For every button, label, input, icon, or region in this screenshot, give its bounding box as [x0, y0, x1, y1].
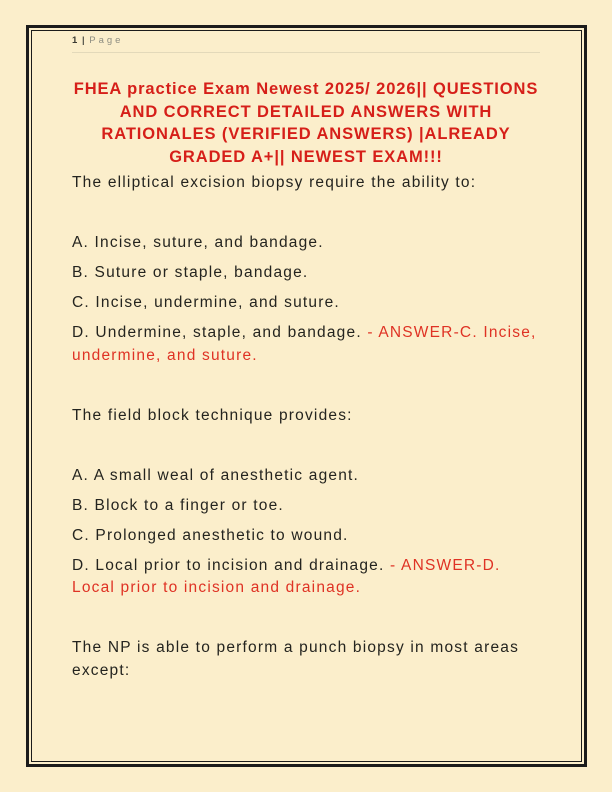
answer-option: B. Suture or staple, bandage.	[72, 264, 309, 281]
answer-option: A. Incise, suture, and bandage.	[72, 234, 324, 251]
document-title	[72, 78, 540, 168]
answer-option-text: D. Local prior to incision and drainage.	[72, 556, 391, 574]
page-number: 1	[72, 35, 78, 46]
correct-answer-text: - ANSWER-C. Incise, undermine, and suture.	[72, 324, 537, 364]
page-header	[72, 34, 540, 53]
blank-line	[72, 435, 540, 465]
page-border-inner	[31, 30, 582, 762]
page-header-label: Page	[89, 35, 124, 46]
blank-line	[72, 375, 540, 405]
answer-option	[72, 322, 540, 367]
answer-option: C. Incise, undermine, and suture.	[72, 294, 340, 311]
page-border	[26, 25, 587, 767]
answer-option: C. Prolonged anesthetic to wound.	[72, 526, 349, 544]
page-header-separator: |	[81, 35, 85, 46]
document-title-line: AND CORRECT DETAILED ANSWERS WITH	[119, 102, 493, 121]
document-title-line: RATIONALES (VERIFIED ANSWERS) |ALREADY	[101, 125, 511, 143]
answer-option	[72, 555, 540, 600]
question-stem: The NP is able to perform a punch biopsy in most areas except:	[72, 639, 520, 679]
blank-line	[72, 202, 540, 232]
answer-option: B. Block to a finger or toe.	[72, 496, 284, 514]
answer-option: A. A small weal of anesthetic agent.	[72, 466, 360, 484]
question-stem: The field block technique provides:	[72, 406, 353, 424]
page-content	[32, 31, 581, 761]
correct-answer-text: - ANSWER-D. Local prior to incision and drainage.	[72, 556, 501, 596]
document-title-line: GRADED A+|| NEWEST EXAM!!!	[169, 147, 443, 166]
answer-option-text: D. Undermine, staple, and bandage.	[72, 324, 368, 341]
question-stem: The elliptical excision biopsy require the ability to:	[72, 174, 477, 191]
blank-line	[72, 607, 540, 637]
document-title-line: FHEA practice Exam Newest 2025/ 2026|| QUESTIONS	[73, 80, 539, 98]
